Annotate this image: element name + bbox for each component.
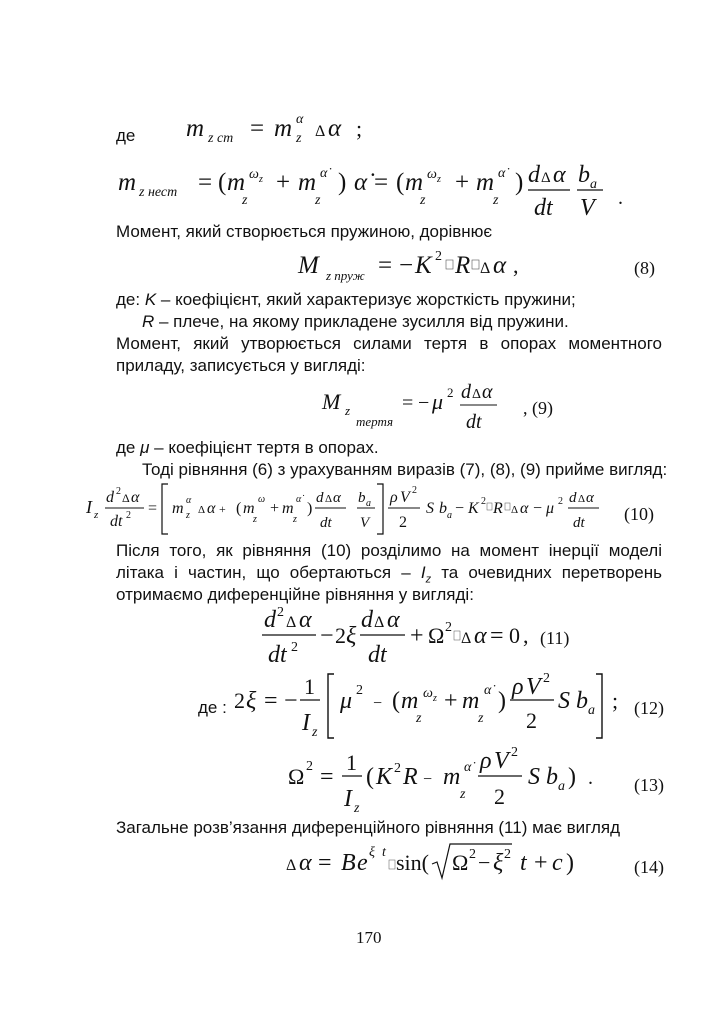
svg-text:d: d: [264, 607, 276, 633]
svg-text:;: ;: [356, 116, 363, 141]
svg-text:(: (: [366, 764, 374, 790]
svg-text:(: (: [236, 500, 242, 517]
svg-text:Δ: Δ: [578, 493, 586, 505]
svg-text:m: m: [172, 500, 184, 517]
eq-sub-st: z ст: [208, 131, 234, 146]
svg-text:2: 2: [494, 784, 505, 809]
text-general-solution: Загальне розв’язання диференційного рівняння (11) має вигляд: [116, 818, 621, 837]
svg-text:−: −: [373, 695, 383, 712]
svg-text:2: 2: [412, 485, 417, 496]
svg-text:t: t: [520, 850, 527, 876]
equation-13-frequency: [288, 744, 608, 816]
svg-text:μ: μ: [546, 500, 555, 517]
svg-text:V: V: [494, 748, 509, 774]
text-R-definition: [142, 312, 569, 332]
text-moment-spring: Момент, який створюється пружиною, дорівнює: [116, 222, 493, 241]
equation-14-solution: [286, 838, 606, 886]
svg-text:I: I: [344, 786, 352, 812]
svg-text:R: R: [455, 252, 471, 279]
svg-text:α: α: [207, 500, 216, 517]
svg-text:ω: ω: [249, 167, 259, 182]
svg-text:(: (: [396, 169, 405, 196]
text-then: Тоді рівняння (6) з урахуванням виразів (7), (8), (9) прийме вигляд:: [142, 460, 668, 479]
svg-text:S: S: [426, 500, 434, 517]
svg-text:α: α: [333, 490, 341, 506]
svg-text:ω: ω: [427, 167, 437, 182]
svg-text:V: V: [526, 674, 541, 700]
svg-text:(: (: [392, 688, 400, 714]
svg-text:): ): [338, 169, 347, 196]
svg-text:I: I: [302, 710, 310, 736]
svg-text:Δ: Δ: [315, 123, 326, 140]
eq-number-9: , (9): [523, 398, 553, 418]
svg-text:K: K: [376, 764, 393, 790]
svg-text:α: α: [586, 490, 594, 506]
page-number: 170: [356, 928, 382, 947]
svg-text:2: 2: [126, 510, 131, 521]
svg-text:1: 1: [304, 674, 315, 699]
svg-text:Δ: Δ: [286, 614, 297, 631]
svg-text:=: =: [374, 169, 389, 196]
svg-text:dt: dt: [110, 513, 123, 530]
svg-text:d: d: [316, 490, 324, 506]
svg-text:α: α: [520, 500, 529, 517]
svg-text:m: m: [274, 115, 293, 142]
svg-text:ω: ω: [258, 494, 266, 505]
eq-sub-pruzh: z пруж: [326, 268, 365, 283]
svg-text:m: m: [443, 764, 461, 790]
svg-text:=: =: [402, 392, 414, 414]
svg-text:z: z: [253, 514, 257, 525]
text-friction-line1: Момент, який утворюється силами тертя в опорах моментного: [116, 334, 662, 353]
svg-text:z: z: [259, 174, 263, 185]
svg-text:): ): [515, 169, 524, 196]
svg-text:M: M: [322, 389, 341, 414]
svg-text:=: =: [148, 500, 158, 517]
mu-description: – коефіцієнт тертя в опорах.: [149, 438, 379, 457]
svg-text:2: 2: [447, 385, 454, 400]
mu-variable: μ: [140, 438, 150, 457]
eq-number-13: (13): [634, 775, 664, 795]
equation-mz-static: [180, 108, 400, 150]
svg-text:ξ: ξ: [346, 623, 357, 649]
svg-text:α: α: [131, 489, 140, 506]
r-description: – плече, на якому прикладене зусилля від пружини.: [154, 312, 569, 331]
eq-sub-z-9: z: [345, 403, 351, 418]
svg-text:dt: dt: [466, 411, 482, 433]
svg-text:d: d: [569, 490, 577, 506]
svg-text:2: 2: [504, 847, 511, 862]
svg-text:d: d: [461, 381, 471, 403]
equation-12-damping: [232, 670, 622, 742]
svg-text:Ω: Ω: [428, 623, 445, 648]
eq-number-14: (14): [634, 857, 664, 877]
svg-text:z: z: [416, 711, 422, 726]
svg-text:ρ: ρ: [390, 489, 398, 506]
svg-text:+: +: [276, 169, 291, 196]
svg-text:m: m: [227, 169, 246, 196]
svg-text:=: =: [198, 169, 213, 196]
svg-text:−: −: [423, 771, 433, 788]
svg-text:2: 2: [435, 249, 442, 264]
inertia-symbol: $I_z$: [420, 563, 432, 586]
svg-text:2: 2: [543, 671, 550, 686]
svg-text:V: V: [580, 195, 595, 221]
svg-text:V: V: [400, 489, 410, 506]
svg-text:z: z: [293, 514, 297, 525]
svg-text:): ): [498, 688, 506, 714]
svg-text:sin(: sin(: [396, 850, 429, 875]
svg-text:dt: dt: [320, 515, 332, 531]
svg-text:=: =: [378, 252, 393, 279]
svg-text:α: α: [328, 115, 342, 142]
svg-text:2: 2: [481, 496, 486, 507]
eq-number-10: (10): [624, 504, 654, 524]
k-prefix: де:: [116, 290, 145, 309]
svg-text:t: t: [382, 845, 386, 860]
svg-text:−: −: [418, 392, 430, 414]
svg-text:m: m: [243, 500, 255, 517]
svg-text:R: R: [493, 500, 503, 517]
svg-text:2: 2: [399, 514, 407, 531]
svg-text:.: .: [618, 187, 623, 209]
svg-text:=: =: [264, 688, 278, 714]
equation-9-friction-moment: [320, 375, 520, 437]
svg-text:m: m: [476, 169, 495, 196]
svg-text:m: m: [462, 688, 480, 714]
svg-text:=: =: [320, 764, 334, 790]
svg-text:V: V: [360, 515, 370, 531]
k-variable: K: [144, 290, 157, 309]
svg-text:K: K: [415, 252, 432, 279]
svg-text:m: m: [298, 169, 317, 196]
svg-text:z: z: [437, 174, 441, 185]
svg-text:+: +: [444, 688, 458, 714]
svg-text:2: 2: [306, 759, 313, 774]
svg-text:m: m: [401, 688, 419, 714]
eq-sub-nest: z нест: [139, 185, 178, 200]
svg-text:z: z: [186, 510, 190, 521]
svg-text:Δ: Δ: [511, 504, 519, 516]
svg-text:ξ: ξ: [493, 850, 504, 876]
svg-text:α̇: α̇: [354, 169, 368, 196]
svg-text:0: 0: [509, 623, 520, 648]
svg-text:S: S: [528, 764, 540, 790]
svg-text:I: I: [86, 497, 92, 517]
svg-text:z: z: [296, 131, 302, 146]
text-after-line3: отримаємо диференційне рівняння у вигляді:: [116, 585, 474, 604]
svg-text:z: z: [478, 711, 484, 726]
svg-text:Δ: Δ: [325, 493, 333, 505]
svg-text:(: (: [218, 169, 227, 196]
svg-text:Ω: Ω: [288, 764, 305, 789]
svg-text:2: 2: [356, 683, 363, 698]
svg-text:m: m: [186, 115, 205, 142]
mu-prefix: де: [116, 438, 141, 457]
svg-text:Δ: Δ: [198, 504, 206, 516]
svg-text:b: b: [576, 688, 588, 714]
svg-text:a: a: [590, 177, 597, 192]
svg-text:d: d: [528, 162, 540, 188]
svg-text:Δ: Δ: [286, 857, 297, 874]
svg-text:μ: μ: [432, 389, 444, 414]
svg-text:+: +: [270, 500, 280, 517]
svg-text:=: =: [250, 115, 265, 142]
svg-text:a: a: [558, 779, 565, 794]
where-label-1: де: [116, 126, 136, 145]
svg-text:ξ: ξ: [369, 845, 375, 860]
svg-text:2: 2: [234, 688, 245, 713]
svg-text:K: K: [468, 500, 479, 517]
svg-text:−: −: [478, 850, 491, 875]
svg-text:,: ,: [523, 623, 529, 648]
svg-text:2: 2: [291, 640, 298, 655]
svg-text:−: −: [455, 500, 465, 517]
svg-text:α̇: α̇: [464, 760, 472, 775]
svg-text:2: 2: [445, 620, 452, 635]
svg-text:−: −: [284, 688, 298, 714]
svg-text:+: +: [534, 850, 548, 876]
svg-text:+: +: [410, 623, 424, 649]
svg-text:B: B: [341, 850, 356, 876]
svg-text:=: =: [318, 850, 332, 876]
equation-8-spring-moment: [298, 246, 538, 284]
text-K-definition: [116, 290, 576, 310]
svg-text:m: m: [118, 169, 137, 196]
text-after-line1: Після того, як рівняння (10) розділимо на момент інерції моделі: [116, 541, 662, 560]
svg-text:b: b: [358, 490, 366, 506]
svg-text:2: 2: [277, 605, 284, 620]
svg-text:α: α: [482, 381, 493, 403]
k-description: – коефіцієнт, який характеризує жорсткість пружини;: [156, 290, 576, 309]
svg-text:dt: dt: [368, 642, 387, 668]
eq-number-12: (12): [634, 698, 664, 718]
svg-text:α: α: [553, 162, 566, 188]
svg-text:Δ: Δ: [122, 491, 130, 505]
svg-text:): ): [307, 500, 313, 517]
svg-text:2: 2: [394, 761, 401, 776]
svg-text:2: 2: [469, 847, 476, 862]
svg-text:z: z: [354, 801, 360, 816]
svg-text:,: ,: [513, 253, 519, 278]
svg-text:μ: μ: [340, 688, 353, 714]
svg-text:Ω: Ω: [452, 850, 469, 875]
svg-text:α̇: α̇: [498, 166, 506, 181]
svg-text:b: b: [546, 764, 558, 790]
svg-text:.: .: [588, 767, 593, 789]
svg-text:M: M: [298, 252, 319, 279]
text-friction-line2: приладу, записується у вигляді:: [116, 356, 366, 375]
equation-10-motion: [86, 478, 666, 540]
svg-text:ρ: ρ: [480, 748, 492, 774]
svg-text:α: α: [296, 112, 304, 127]
svg-text:Δ: Δ: [472, 387, 482, 402]
svg-text:m: m: [282, 500, 294, 517]
svg-text:α: α: [299, 850, 312, 876]
svg-text:z: z: [94, 509, 99, 521]
svg-text:dt: dt: [573, 515, 585, 531]
svg-text:Δ: Δ: [374, 614, 385, 631]
svg-text:R: R: [403, 764, 418, 790]
svg-text:ω: ω: [423, 686, 433, 701]
svg-text:Δ: Δ: [541, 170, 551, 186]
svg-text:+: +: [219, 502, 226, 516]
svg-text:;: ;: [612, 688, 619, 713]
svg-text:−: −: [399, 252, 414, 279]
svg-text:α: α: [493, 252, 507, 279]
svg-text:2: 2: [511, 745, 518, 760]
svg-text:2: 2: [558, 496, 563, 507]
svg-text:z: z: [242, 193, 248, 208]
svg-text:b: b: [578, 162, 590, 188]
svg-text:z: z: [312, 725, 318, 740]
svg-text:a: a: [447, 510, 452, 521]
svg-text:e: e: [357, 850, 368, 876]
svg-text:α̇: α̇: [484, 683, 492, 698]
where-label-12: де :: [198, 698, 227, 717]
svg-text:=: =: [490, 623, 504, 649]
svg-text:m: m: [405, 169, 424, 196]
r-variable: R: [142, 312, 155, 331]
svg-text:d: d: [106, 489, 114, 506]
svg-text:z: z: [493, 193, 499, 208]
svg-text:): ): [566, 850, 574, 876]
svg-text:z: z: [420, 193, 426, 208]
svg-text:α: α: [474, 623, 487, 649]
svg-text:S: S: [558, 688, 570, 714]
svg-text:dt: dt: [268, 642, 287, 668]
svg-text:α̇: α̇: [320, 166, 328, 181]
svg-text:b: b: [439, 500, 447, 517]
svg-text:): ): [568, 764, 576, 790]
svg-text:Δ: Δ: [461, 630, 472, 647]
text-after-line2: [116, 563, 662, 585]
svg-text:2: 2: [335, 623, 346, 648]
svg-text:c: c: [552, 850, 563, 876]
svg-text:−: −: [320, 623, 334, 649]
svg-text:z: z: [433, 693, 437, 704]
text-mu-definition: [116, 438, 379, 458]
svg-text:α: α: [387, 607, 400, 633]
eq-sub-tertia: тертя: [356, 414, 394, 429]
svg-text:α: α: [299, 607, 312, 633]
svg-text:a: a: [588, 703, 595, 718]
svg-text:2: 2: [116, 486, 121, 497]
svg-text:1: 1: [346, 750, 357, 775]
svg-text:ξ: ξ: [246, 688, 257, 714]
svg-text:−: −: [533, 500, 543, 517]
svg-text:Δ: Δ: [480, 260, 491, 277]
svg-text:dt: dt: [534, 195, 553, 221]
svg-text:z: z: [315, 193, 321, 208]
eq-number-11: (11): [540, 628, 570, 648]
after-line2-start: літака і частин, що обертаються –: [116, 563, 421, 582]
svg-text:α: α: [186, 495, 192, 506]
svg-text:a: a: [366, 498, 371, 509]
svg-text:ρ: ρ: [512, 674, 524, 700]
svg-text:z: z: [460, 787, 466, 802]
after-line2-end: та очевидних перетворень: [431, 563, 662, 582]
equation-mz-nonstationary: [118, 160, 638, 226]
svg-text:2: 2: [526, 708, 537, 733]
svg-text:+: +: [455, 169, 470, 196]
equation-11-differential: [262, 601, 532, 669]
eq-number-8: (8): [634, 258, 655, 278]
svg-text:d: d: [361, 607, 373, 633]
svg-text:α̇: α̇: [296, 494, 302, 505]
